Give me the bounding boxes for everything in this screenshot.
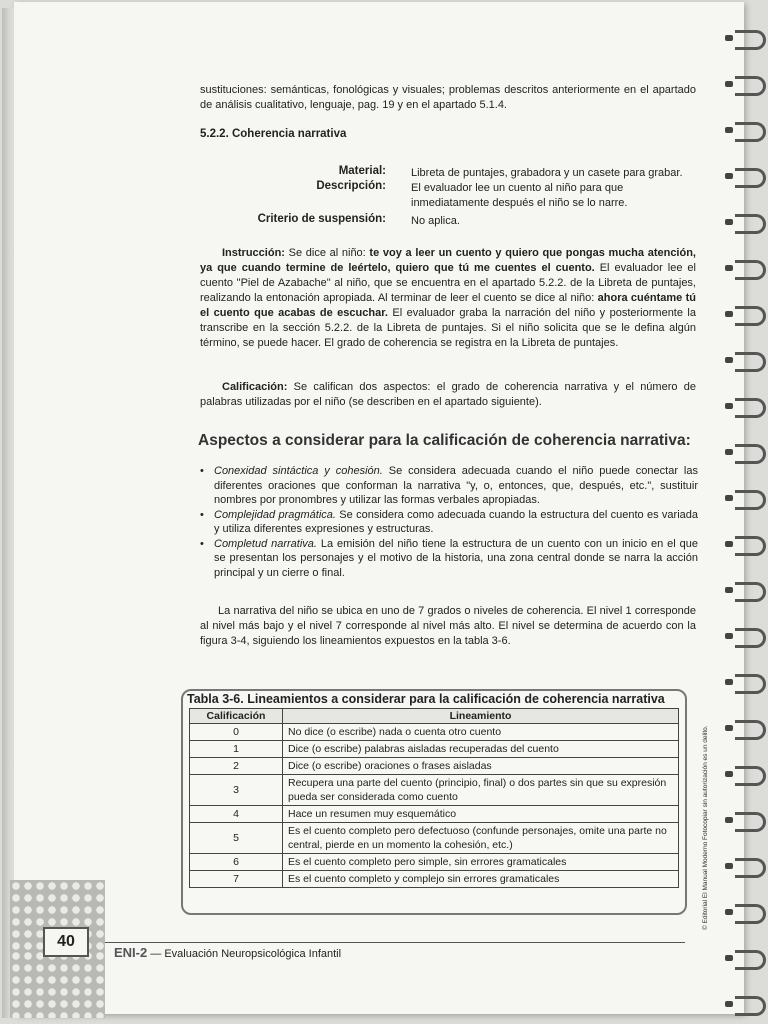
aspects-list xyxy=(198,464,698,580)
levels-paragraph: La narrativa del niño se ubica en uno de 7 grados o niveles de coherencia. El nivel 1 corresponde al nivel más bajo y el nivel 7 corresponde al nivel más alto. El nivel se determina de acuerdo con la figura 3-4, siguiendo los lineamientos expuestos en la tabla 3-6. xyxy=(200,605,696,647)
table-row xyxy=(190,854,679,871)
aspect-term: Complejidad pragmática. xyxy=(214,508,336,521)
guideline-cell: Es el cuento completo y complejo sin errores gramaticales xyxy=(283,871,679,888)
descripcion-value: El evaluador lee un cuento al niño para que inmediatamente después el niño se lo narre. xyxy=(411,182,628,209)
spiral-ring xyxy=(735,122,766,142)
score-cell: 2 xyxy=(190,758,283,775)
table-row xyxy=(190,823,679,854)
spiral-ring xyxy=(735,76,766,96)
notebook-spine xyxy=(2,8,14,1018)
aspect-text: Se considera como adecuada cuando la estructura del cuento es variada y utiliza diferentes expresiones y estructuras. xyxy=(214,508,698,535)
calificacion-label: Calificación: xyxy=(222,381,288,393)
intro-paragraph: sustituciones: semánticas, fonológicas y visuales; problemas descritos anteriormente en el apartado de análisis cualitativo, lenguaje, pag. 19 y en el apartado 5.1.4. xyxy=(200,84,696,111)
guideline-cell: Es el cuento completo pero defectuoso (confunde personajes, omite una parte no central, pierde en un momento la cohesión, etc.) xyxy=(283,823,679,854)
copyright-notice: © Editorial El Manual Moderno Fotocopiar sin autorización es un delito. xyxy=(702,725,709,930)
spiral-ring xyxy=(735,352,766,372)
spiral-ring xyxy=(735,398,766,418)
score-cell: 1 xyxy=(190,741,283,758)
section-heading: 5.2.2. Coherencia narrativa xyxy=(200,128,347,140)
spiral-ring xyxy=(735,904,766,924)
footer-brand: ENI-2 xyxy=(114,945,148,960)
guideline-cell: Dice (o escribe) palabras aisladas recuperadas del cuento xyxy=(283,741,679,758)
page-number: 40 xyxy=(43,927,89,957)
guidelines-table xyxy=(189,708,679,888)
instruccion-label: Instrucción: xyxy=(222,247,285,259)
calificacion-paragraph xyxy=(200,380,696,410)
aspect-text: La emisión del niño tiene la estructura de un cuento con un inicio en el que se presentan los personajes y el motivo de la historia, una zona central donde se narra la acción principal y un cierre o final. xyxy=(214,537,698,579)
spiral-ring xyxy=(735,674,766,694)
spiral-ring xyxy=(735,444,766,464)
column-header-score: Calificación xyxy=(190,709,283,724)
spiral-ring xyxy=(735,996,766,1016)
spiral-ring xyxy=(735,260,766,280)
instruccion-text-3: El evaluador graba la narración del niño y posteriormente la transcribe en la sección 5.2.2. de la Libreta de puntajes. Si el niño solicita que se le defina algún término, se puede hacer. El grado de coherencia se registra en la Libreta de puntajes. xyxy=(200,307,696,349)
spiral-ring xyxy=(735,812,766,832)
instruccion-paragraph xyxy=(200,246,696,351)
criterio-value: No aplica. xyxy=(411,215,460,227)
guideline-cell: No dice (o escribe) nada o cuenta otro cuento xyxy=(283,724,679,741)
spiral-ring xyxy=(735,214,766,234)
guideline-cell: Hace un resumen muy esquemático xyxy=(283,806,679,823)
table-row xyxy=(190,741,679,758)
table-row xyxy=(190,758,679,775)
footer-book-title: — Evaluación Neuropsicológica Infantil xyxy=(147,948,342,960)
spiral-ring xyxy=(735,490,766,510)
spiral-ring xyxy=(735,30,766,50)
score-cell: 5 xyxy=(190,823,283,854)
decorative-dot-pattern-lower xyxy=(10,950,105,1018)
score-cell: 4 xyxy=(190,806,283,823)
column-header-guideline: Lineamiento xyxy=(283,709,679,724)
spiral-ring xyxy=(735,858,766,878)
aspects-title: Aspectos a considerar para la calificación de coherencia narrativa: xyxy=(198,432,691,449)
score-cell: 6 xyxy=(190,854,283,871)
spiral-ring xyxy=(735,766,766,786)
instruccion-quote-1: te voy a leer un cuento y quiero que pongas mucha atención, ya que cuando termine de leértelo, quiero que tú me cuentes el cuento. xyxy=(200,247,696,274)
aspect-term: Completud narrativa. xyxy=(214,537,317,550)
list-item xyxy=(198,508,698,537)
spiral-ring xyxy=(735,582,766,602)
table-header-row xyxy=(190,709,679,724)
table-row xyxy=(190,871,679,888)
table-row xyxy=(190,724,679,741)
table-title: Tabla 3-6. Lineamientos a considerar para la calificación de coherencia narrativa xyxy=(187,692,665,706)
spiral-ring xyxy=(735,950,766,970)
material-label: Material: xyxy=(338,165,386,177)
instruccion-text-1: Se dice al niño: xyxy=(284,247,370,259)
aspect-text: Se considera adecuada cuando el niño puede conectar las diferentes oraciones que conforman la narrativa "y, o, entonces, que, después, etc.", sustituir nombres por pronombres y utilizar las formas verbales apropiadas. xyxy=(214,465,698,506)
calificacion-text: Se califican dos aspectos: el grado de coherencia narrativa y el número de palabras utilizadas por el niño (se describen en el apartado siguiente). xyxy=(200,381,696,408)
instruccion-quote-2: ahora cuéntame tú el cuento que acabas de escuchar. xyxy=(200,292,696,319)
criterio-label: Criterio de suspensión: xyxy=(257,213,386,225)
score-cell: 7 xyxy=(190,871,283,888)
list-item xyxy=(198,464,698,508)
table-row xyxy=(190,806,679,823)
footer-title xyxy=(114,945,341,960)
instruccion-text-2: El evaluador lee el cuento "Piel de Azabache" al niño, que se encuentra en el apartado 5.2.2. de la Libreta de puntajes, realizando la entonación apropiada. Al terminar de leer el cuento se dice al niño: xyxy=(200,262,696,304)
aspect-term: Conexidad sintáctica y cohesión. xyxy=(214,465,383,477)
spiral-ring xyxy=(735,720,766,740)
score-cell: 0 xyxy=(190,724,283,741)
table-row xyxy=(190,775,679,806)
list-item xyxy=(198,537,698,581)
spiral-ring xyxy=(735,168,766,188)
guideline-cell: Es el cuento completo pero simple, sin errores gramaticales xyxy=(283,854,679,871)
spiral-ring xyxy=(735,536,766,556)
score-cell: 3 xyxy=(190,775,283,806)
descripcion-label: Descripción: xyxy=(316,180,386,192)
spiral-ring xyxy=(735,628,766,648)
footer-rule xyxy=(105,942,685,943)
spiral-ring xyxy=(735,306,766,326)
guideline-cell: Dice (o escribe) oraciones o frases aisladas xyxy=(283,758,679,775)
material-value: Libreta de puntajes, grabadora y un casete para grabar. xyxy=(411,167,683,179)
guideline-cell: Recupera una parte del cuento (principio, final) o dos partes sin que su expresión pueda ser considerada como cuento xyxy=(283,775,679,806)
